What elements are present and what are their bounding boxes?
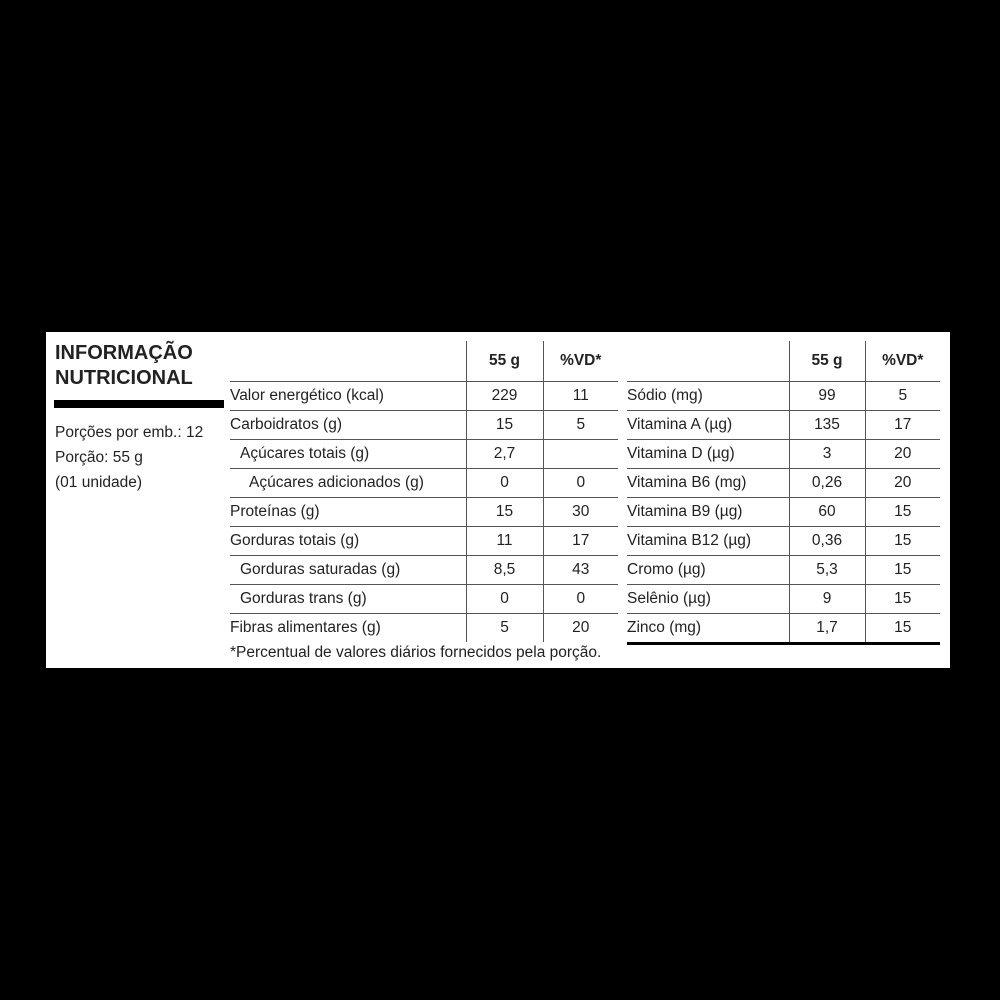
table-row: [230, 411, 618, 440]
nutrient-amount: 135: [789, 411, 865, 440]
nutrient-dv: [543, 440, 618, 469]
nutrient-name: Proteínas (g): [230, 498, 466, 527]
nutrient-name: Açúcares adicionados (g): [230, 469, 466, 498]
nutrient-dv: 20: [543, 614, 618, 643]
nutrient-dv: 15: [865, 498, 940, 527]
label-title: [55, 341, 225, 391]
nutrient-dv: 20: [865, 440, 940, 469]
nutrient-amount: 15: [466, 411, 543, 440]
nutrient-amount: 5: [466, 614, 543, 643]
title-line-1: INFORMAÇÃO: [55, 342, 193, 364]
serving-info: [55, 420, 203, 495]
nutrient-amount: 5,3: [789, 556, 865, 585]
table-row: [627, 556, 940, 585]
nutrient-name: Selênio (µg): [627, 585, 789, 614]
nutrient-amount: 0: [466, 469, 543, 498]
table-row: [627, 440, 940, 469]
table-row: [230, 614, 618, 643]
table-row: [230, 527, 618, 556]
nutrient-dv: 17: [865, 411, 940, 440]
table-header: [627, 341, 940, 382]
nutrient-amount: 15: [466, 498, 543, 527]
nutrient-amount: 0,26: [789, 469, 865, 498]
title-divider: [54, 400, 224, 408]
nutrient-dv: 5: [543, 411, 618, 440]
nutrient-dv: 15: [865, 614, 940, 644]
serving-size: Porção: 55 g: [55, 449, 143, 466]
table-row: [230, 585, 618, 614]
nutrient-name: Vitamina D (µg): [627, 440, 789, 469]
table-row: [627, 527, 940, 556]
table-row: [230, 498, 618, 527]
nutrient-amount: 9: [789, 585, 865, 614]
dv-header: %VD*: [543, 341, 618, 382]
nutrient-dv: 30: [543, 498, 618, 527]
table-header: [230, 341, 618, 382]
table-row: [627, 498, 940, 527]
nutrient-dv: 15: [865, 527, 940, 556]
nutrient-amount: 229: [466, 382, 543, 411]
nutrient-dv: 5: [865, 382, 940, 411]
nutrient-dv: 17: [543, 527, 618, 556]
table-row: [230, 469, 618, 498]
amount-header: 55 g: [789, 341, 865, 382]
nutrient-name: Açúcares totais (g): [230, 440, 466, 469]
nutrient-amount: 2,7: [466, 440, 543, 469]
nutrient-amount: 8,5: [466, 556, 543, 585]
table-row: [627, 411, 940, 440]
nutrient-amount: 0: [466, 585, 543, 614]
serving-unit: (01 unidade): [55, 474, 143, 491]
table-row: [230, 556, 618, 585]
dv-header: %VD*: [865, 341, 940, 382]
nutrient-dv: 0: [543, 469, 618, 498]
nutrient-amount: 3: [789, 440, 865, 469]
nutrient-dv: 20: [865, 469, 940, 498]
footnote: *Percentual de valores diários fornecidos pela porção.: [230, 644, 602, 661]
nutrient-name: Vitamina A (µg): [627, 411, 789, 440]
nutrient-amount: 11: [466, 527, 543, 556]
nutrient-name: Vitamina B9 (µg): [627, 498, 789, 527]
nutrient-name: Gorduras trans (g): [230, 585, 466, 614]
title-line-2: NUTRICIONAL: [55, 367, 193, 389]
nutrient-dv: 15: [865, 556, 940, 585]
servings-per-package: Porções por emb.: 12: [55, 424, 204, 441]
nutrient-amount: 60: [789, 498, 865, 527]
nutrients-table-left: [230, 341, 618, 642]
table-row: [230, 440, 618, 469]
nutrient-name: Vitamina B12 (µg): [627, 527, 789, 556]
nutrient-name: Gorduras saturadas (g): [230, 556, 466, 585]
table-row: [627, 614, 940, 644]
nutrition-label: [46, 332, 950, 668]
amount-header: 55 g: [466, 341, 543, 382]
nutrient-name: Carboidratos (g): [230, 411, 466, 440]
nutrient-dv: 0: [543, 585, 618, 614]
nutrient-dv: 15: [865, 585, 940, 614]
nutrient-name: Gorduras totais (g): [230, 527, 466, 556]
nutrient-amount: 0,36: [789, 527, 865, 556]
nutrient-name: Sódio (mg): [627, 382, 789, 411]
nutrient-name: Valor energético (kcal): [230, 382, 466, 411]
nutrient-amount: 1,7: [789, 614, 865, 644]
table-row: [627, 469, 940, 498]
nutrient-name: Fibras alimentares (g): [230, 619, 381, 636]
nutrient-name: Cromo (µg): [627, 556, 789, 585]
nutrient-dv: 11: [543, 382, 618, 411]
nutrient-dv: 43: [543, 556, 618, 585]
table-row: [230, 382, 618, 411]
nutrients-table-right: [627, 341, 940, 645]
nutrient-name: Zinco (mg): [627, 614, 789, 644]
table-row: [627, 382, 940, 411]
nutrient-name: Vitamina B6 (mg): [627, 469, 789, 498]
nutrient-amount: 99: [789, 382, 865, 411]
table-row: [627, 585, 940, 614]
